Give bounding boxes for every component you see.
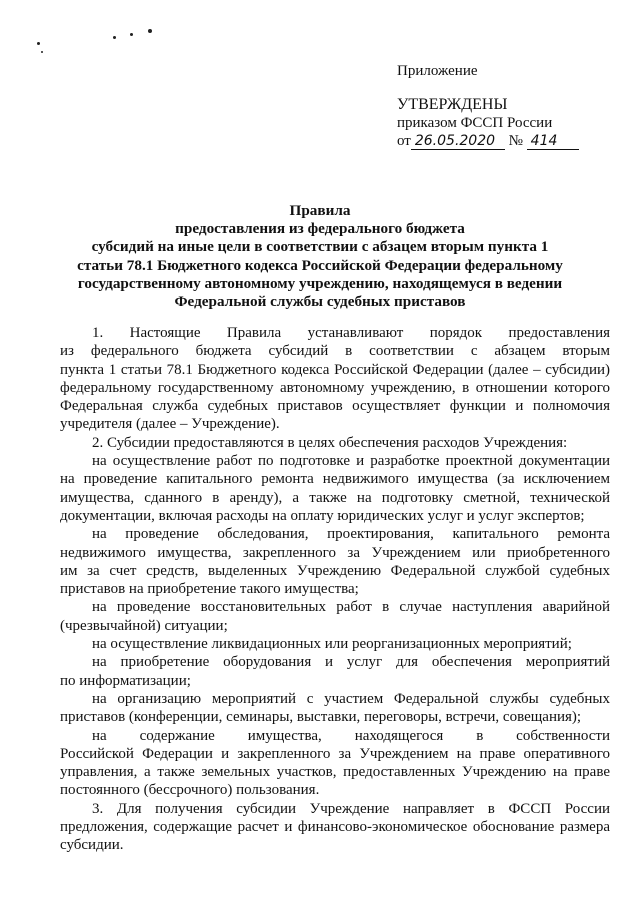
title-line: статьи 78.1 Бюджетного кодекса Российской Федерации федеральному [77,256,563,274]
document-body [60,324,610,855]
title-line: субсидий на иные цели в соответствии с абзацем вторым пункта 1 [91,238,549,256]
scan-speck [130,33,133,36]
body-line: федеральному государственному автономному учреждению, в отношении которого [60,379,610,396]
scan-speck [113,36,116,39]
date-number-line [397,132,617,150]
body-line: Российской Федерации и закрепленного за Учреждением на праве оперативного [60,745,610,762]
approved-heading: УТВЕРЖДЕНЫ [397,96,508,113]
body-line: на организацию мероприятий с участием Федеральной службы судебных [92,690,610,707]
scan-speck [41,51,43,53]
body-line: управления, а также земельных участков, предоставленных Учреждению на праве [60,764,610,781]
body-line: по информатизации; [60,672,191,689]
body-line: (чрезвычайной) ситуации; [60,617,228,634]
body-line: приставов (конференции, семинары, выставки, переговоры, встречи, совещания); [60,709,582,726]
body-line: документации, включая расходы на оплату юридических услуг и услуг экспертов; [60,507,585,524]
scan-speck [37,42,40,45]
body-line: приставов на приобретение такого имущества; [60,581,359,598]
body-line: недвижимого имущества, закрепленного за Учреждением или приобретенного [60,544,610,561]
body-line: имущества, сданного в аренду), а также на подготовку сметной, технической [60,489,610,506]
appendix-label: Приложение [397,63,478,79]
body-line: на приобретение оборудования и услуг для обеспечения мероприятий [92,654,610,671]
handwritten-date: 26.05.2020 [411,133,505,150]
body-line: на осуществление ликвидационных или реорганизационных мероприятий; [92,636,572,653]
body-line: на осуществление работ по подготовке и разработке проектной документации [92,453,610,470]
body-line: субсидии. [60,837,124,854]
approval-block [397,62,617,150]
scan-speck [148,29,152,33]
title-line: государственному автономному учреждению, находящемуся в ведении [77,274,563,292]
body-line: на проведение обследования, проектирования, капитального ремонта [92,526,610,543]
date-prefix: от [397,133,411,149]
body-line: 3. Для получения субсидии Учреждение направляет в ФССП России [92,800,610,817]
body-line: учредителя (далее – Учреждение). [60,416,280,433]
number-label: № [508,133,523,149]
title-line: предоставления из федерального бюджета [175,220,465,238]
title-line: Правила [289,202,351,219]
body-line: на содержание имущества, находящегося в собственности [92,727,610,744]
body-line: пункта 1 статьи 78.1 Бюджетного кодекса Российской Федерации (далее – субсидии) [60,361,610,378]
handwritten-number: 414 [527,133,579,150]
title-line: Федеральной службы судебных приставов [174,293,466,311]
order-by-line: приказом ФССП России [397,115,553,131]
body-line: постоянного (бессрочного) пользования. [60,782,320,799]
document-title [60,202,580,311]
body-line: на проведение капитального ремонта недвижимого имущества (за исключением [60,471,610,488]
body-line: из федерального бюджета субсидий в соответствии с абзацем вторым [60,343,610,360]
body-line: предложения, содержащие расчет и финансово-экономическое обоснование размера [60,819,610,836]
body-line: им за счет средств, выделенных Учреждению Федеральной службой судебных [60,562,610,579]
body-line: 1. Настоящие Правила устанавливают порядок предоставления [92,325,610,341]
body-line: 2. Субсидии предоставляются в целях обеспечения расходов Учреждения: [92,434,568,451]
body-line: Федеральная служба судебных приставов осуществляет функции и полномочия [60,398,610,415]
body-line: на проведение восстановительных работ в случае наступления аварийной [92,599,610,616]
